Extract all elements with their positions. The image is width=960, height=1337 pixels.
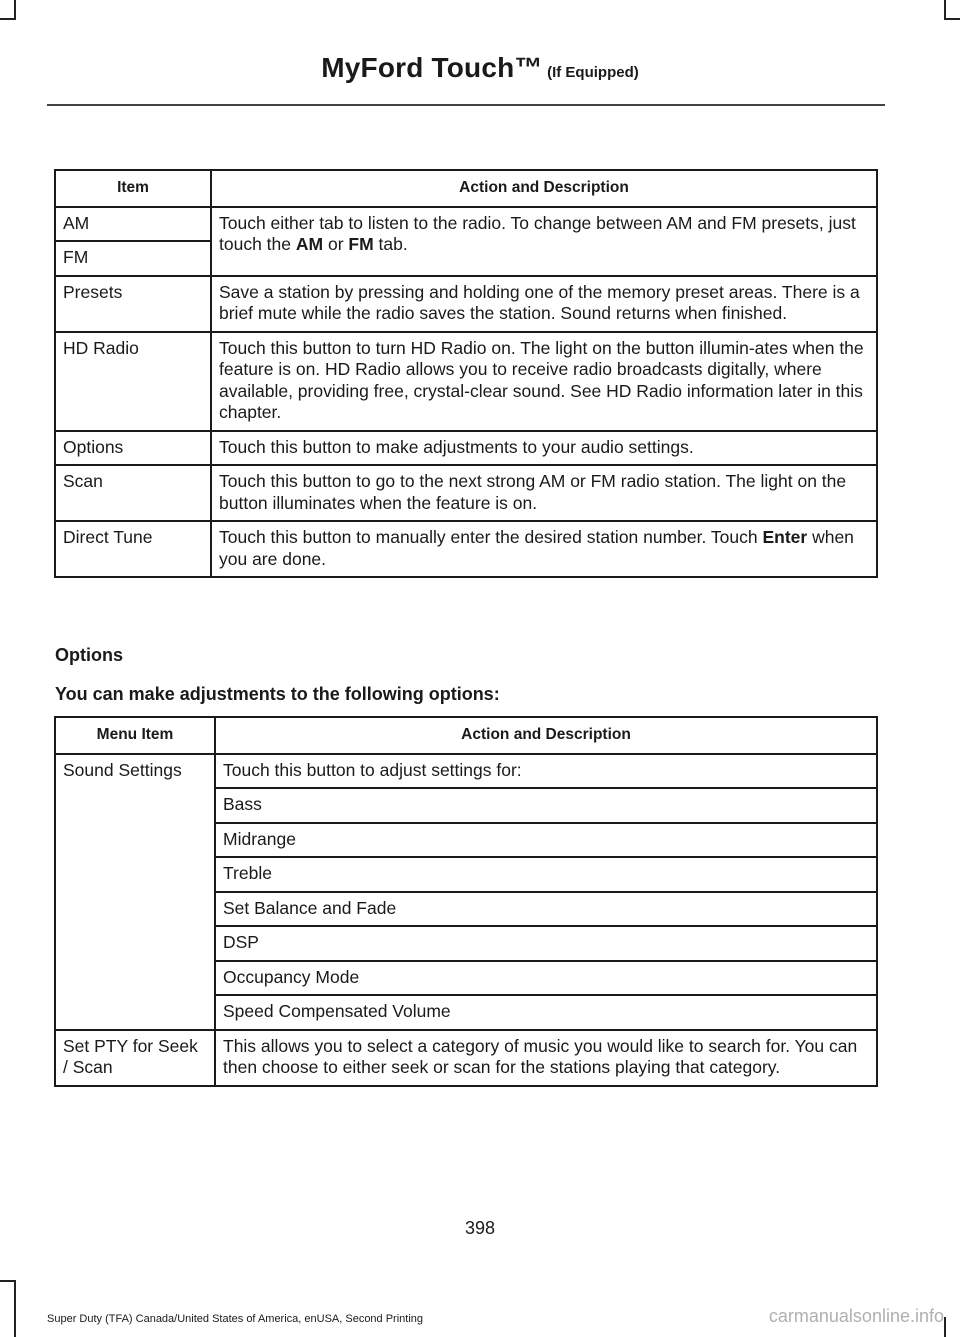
column-header-action: Action and Description <box>211 170 877 207</box>
description-cell: Touch this button to manually enter the desired station number. Touch Enter when you are done. <box>211 521 877 577</box>
item-cell: HD Radio <box>55 332 211 431</box>
sub-item-cell: DSP <box>215 926 877 961</box>
page-header <box>0 52 960 84</box>
description-cell: Touch either tab to listen to the radio. To change between AM and FM presets, just touch the AM or FM tab. <box>211 207 877 276</box>
crop-mark <box>0 18 16 20</box>
menu-item-cell: Sound Settings <box>55 754 215 1030</box>
item-cell: Scan <box>55 465 211 521</box>
options-table <box>54 716 878 1087</box>
crop-mark <box>0 1280 16 1282</box>
description-cell: This allows you to select a category of music you would like to search for. You can then choose to either seek or scan for the stations playing that category. <box>215 1030 877 1086</box>
description-cell: Touch this button to turn HD Radio on. The light on the button illumin-ates when the feature is on. HD Radio allows you to receive radio broadcasts digitally, where available, providing free, crystal-clear sound. See HD Radio information later in this chapter. <box>211 332 877 431</box>
table-row <box>55 521 877 577</box>
crop-mark <box>944 18 960 20</box>
table-row <box>55 1030 877 1086</box>
section-title: Options <box>55 645 123 665</box>
table-row <box>55 207 877 242</box>
table-row <box>55 332 877 431</box>
crop-mark <box>14 1280 16 1337</box>
sub-item-cell: Speed Compensated Volume <box>215 995 877 1030</box>
description-cell: Touch this button to go to the next strong AM or FM radio station. The light on the button illuminates when the feature is on. <box>211 465 877 521</box>
table-row <box>55 465 877 521</box>
item-cell: Presets <box>55 276 211 332</box>
table-row <box>55 431 877 466</box>
crop-mark <box>944 1317 946 1337</box>
item-cell: AM <box>55 207 211 242</box>
radio-controls-table <box>54 169 878 578</box>
description-cell: Save a station by pressing and holding one of the memory preset areas. There is a brief mute while the radio saves the station. Sound returns when finished. <box>211 276 877 332</box>
item-cell: Options <box>55 431 211 466</box>
sub-item-cell: Bass <box>215 788 877 823</box>
menu-item-cell: Set PTY for Seek / Scan <box>55 1030 215 1086</box>
column-header-item: Item <box>55 170 211 207</box>
page-title: MyFord Touch™ <box>321 52 543 83</box>
sub-item-cell: Set Balance and Fade <box>215 892 877 927</box>
column-header-menu-item: Menu Item <box>55 717 215 754</box>
column-header-action: Action and Description <box>215 717 877 754</box>
table-header-row <box>55 717 877 754</box>
description-cell: Touch this button to adjust settings for: <box>215 754 877 789</box>
sub-item-cell: Occupancy Mode <box>215 961 877 996</box>
item-cell: FM <box>55 241 211 276</box>
crop-mark <box>944 0 946 20</box>
page-subtitle: (If Equipped) <box>547 64 639 81</box>
page-number: 398 <box>464 1218 496 1238</box>
description-cell: Touch this button to make adjustments to your audio settings. <box>211 431 877 466</box>
footer-text: Super Duty (TFA) Canada/United States of America, enUSA, Second Printing <box>47 1313 424 1325</box>
table-row <box>55 276 877 332</box>
section-intro: You can make adjustments to the following options: <box>55 684 500 704</box>
item-cell: Direct Tune <box>55 521 211 577</box>
sub-item-cell: Treble <box>215 857 877 892</box>
table-header-row <box>55 170 877 207</box>
crop-mark <box>14 0 16 20</box>
watermark: carmanualsonline.info <box>768 1306 944 1326</box>
header-rule <box>47 104 885 106</box>
table-row <box>55 754 877 789</box>
sub-item-cell: Midrange <box>215 823 877 858</box>
